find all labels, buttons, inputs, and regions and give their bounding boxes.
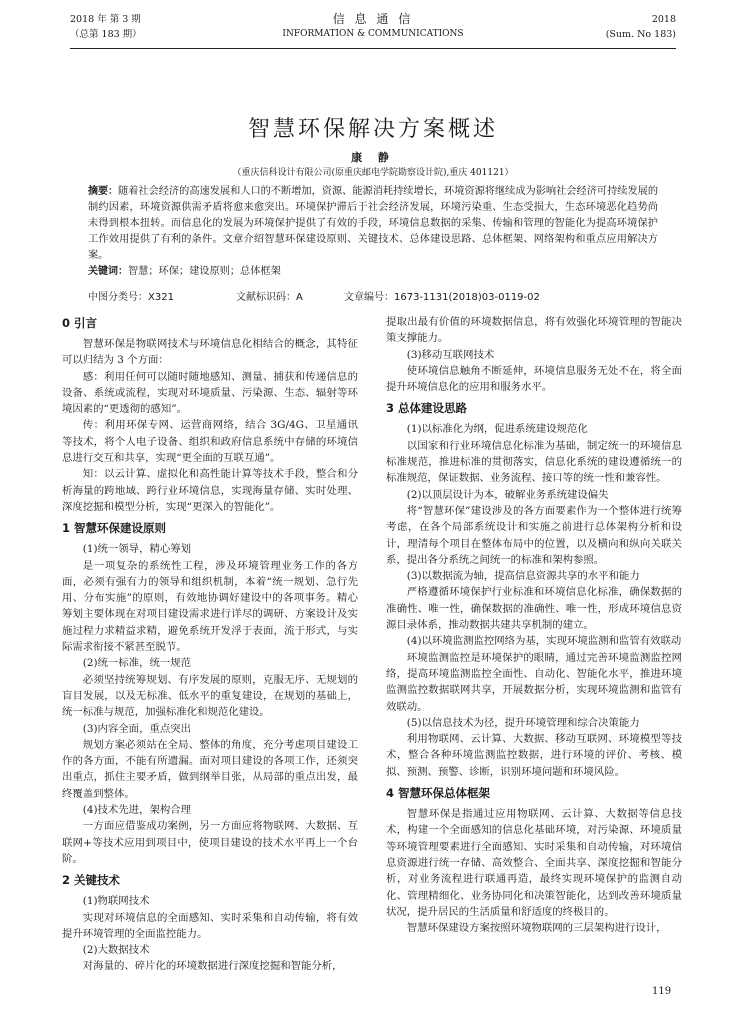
article-title: 智慧环保解决方案概述 — [247, 117, 498, 142]
journal-name — [70, 12, 676, 42]
page-number: 119 — [652, 986, 672, 997]
body-paragraph: 严格遵循环境保护行业标准和环境信息化标准，确保数据的准确性、唯一性，确保数据的准确性、唯一性，形成环境信息资源目录体系，推动数据共建共享机制的建立。 — [386, 586, 682, 632]
section-heading: 0 引言 — [62, 316, 98, 330]
section-heading: 3 总体建设思路 — [386, 401, 468, 416]
body-paragraph: (3)内容全面，重点突出 — [82, 722, 192, 735]
abstract-label: 摘要： — [88, 186, 119, 197]
author-affiliation: （重庆信科设计有限公司(原重庆邮电学院勘察设计院),重庆 401121） — [232, 168, 514, 178]
body-paragraph: 以国家和行业环境信息化标准为基础，制定统一的环境信息标准规范，推进标准的贯彻落实，信息化系统的建设遵循统一的标准规范，保证数据、业务流程、接口等的统一性和兼容性。 — [386, 439, 682, 485]
body-paragraph: (3)移动互联网技术 — [406, 348, 495, 361]
body-paragraph: (1)统一领导，精心筹划 — [82, 543, 192, 556]
header-divider — [70, 48, 676, 49]
keywords-label: 关键词： — [88, 266, 128, 277]
body-paragraph: 一方面应借鉴成功案例，另一方面应将物联网、大数据、互联网+等技术应用到项目中，使项目建设的技术水平再上一个台阶。 — [62, 820, 358, 865]
body-paragraph: (2)统一标准，统一规范 — [82, 657, 192, 670]
body-column-left — [62, 314, 358, 975]
body-paragraph: 使环境信息触角不断延伸，环境信息服务无处不在，将全面提升环境信息化的应用和服务水平。 — [386, 364, 682, 394]
body-paragraph: 将“智慧环保”建设涉及的各方面要素作为一个整体进行统筹考虑，在各个局部系统设计和实施之前进行总体架构分析和设计，理清每个项目在整体布局中的位置，以及横向和纵向关联关系，提出各分系统之间统一的标准和架构参照。 — [386, 504, 682, 566]
journal-name-en: INFORMATION & COMMUNICATIONS — [282, 29, 464, 39]
document-code: 文献标识码：A — [236, 292, 303, 303]
section-heading: 4 智慧环保总体框架 — [386, 786, 491, 801]
body-paragraph: 是一项复杂的系统性工程，涉及环境管理业务工作的各方面，必须有强有力的领导和组织机制，本着“统一规划、急行先用、分布实施”的原则，有效地协调好建设中的各项事务。精心筹划主要体现在对项目建设需求进行详尽的调研、方案设计及实施过程力求精益求精，避免系统开发浮于表面，流于形式，与实际需求衔接不紧甚至脱节。 — [62, 559, 358, 654]
section-heading: 1 智慧环保建设原则 — [62, 521, 167, 536]
issue-year: 2018 年 第 3 期 — [70, 14, 141, 25]
body-paragraph: (1)物联网技术 — [82, 895, 150, 908]
body-paragraph: (3)以数据流为轴，提高信息资源共享的水平和能力 — [406, 570, 640, 583]
body-column-right — [386, 314, 682, 936]
body-paragraph: 传：利用环保专网、运营商网络，结合 3G/4G、卫星通讯等技术，将个人电子设备、组织和政府信息系统中存储的环境信息进行交互和共享，实现“更全面的互联互通”。 — [62, 419, 358, 465]
body-paragraph: 利用物联网、云计算、大数据、移动互联网、环境模型等技术，整合各种环境监测监控数据，进行环境的评价、考核、模拟、预测、预警、诊断，识别环境问题和环境风险。 — [386, 733, 682, 778]
section-heading: 2 关键技术 — [62, 873, 121, 888]
body-paragraph: (4)技术先进，架构合理 — [82, 804, 192, 817]
body-paragraph: 智慧环保建设方案按照环境物联网的三层架构进行设计， — [406, 922, 667, 935]
body-paragraph: 实现对环境信息的全面感知、实时采集和自动传输，将有效提升环境管理的全面监控能力。 — [62, 911, 358, 940]
volume-sum: (Sum. No 183) — [605, 29, 676, 40]
issue-total: （总第 183 期） — [70, 29, 142, 40]
body-paragraph: 智慧环保是物联网技术与环境信息化相结合的概念，其特征可以归结为 3 个方面： — [62, 338, 358, 367]
abstract-block — [88, 184, 658, 280]
volume-year: 2018 — [651, 14, 676, 25]
body-paragraph: (2)以顶层设计为本，破解业务系统建设偏失 — [406, 488, 609, 501]
body-paragraph: 感：利用任何可以随时随地感知、测量、捕获和传递信息的设备、系统或流程，实现对环境质量、污染源、生态、辐射等环境因素的“更透彻的感知”。 — [62, 370, 358, 416]
body-paragraph: 智慧环保是指通过应用物联网、云计算、大数据等信息技术，构建一个全面感知的信息化基础环境，对污染源、环境质量等环境管理要素进行全面感知、实时采集和自动传输，对环境信息资源进行统一存储、高效整合、全面共享、深度挖掘和智能分析，对业务流程进行联通再造，最终实现环境保护的监测自动化、管理精细化、业务协同化和决策智能化，达到改善环境质量状况，提升居民的生活质量和舒适度的终极目的。 — [386, 808, 682, 918]
keywords — [88, 264, 658, 280]
body-paragraph: (2)大数据技术 — [82, 944, 150, 957]
clc-number: 中图分类号：X321 — [88, 292, 174, 303]
author-name: 康 静 — [351, 151, 395, 164]
body-paragraph: (1)以标准化为纲，促进系统建设规范化 — [406, 423, 588, 436]
running-header — [70, 12, 676, 56]
article-number: 文章编号：1673-1131(2018)03-0119-02 — [344, 292, 540, 303]
abstract-text: 随着社会经济的高速发展和人口的不断增加，资源、能源消耗持续增长，环境资源将继续成为影响社会经济可持续发展的制约因素，环境资源供需矛盾将愈来愈突出。环境保护滞后于社会经济发展，环境污染重、生态受损大，生态环境恶化趋势尚未得到根本扭转。而信息化的发展为环境保护提供了有效的手段，环境信息数据的采集、传输和管理的智能化为提高环境保护工作效用提供了有利的条件。文章介绍智慧环保建设原则、关键技术、总体建设思路、总体框架、网络架构和重点应用解决方案。 — [88, 186, 659, 261]
body-paragraph: 知：以云计算、虚拟化和高性能计算等技术手段，整合和分析海量的跨地域、跨行业环境信息，实现海量存储、实时处理、深度挖掘和模型分析，实现“更深入的智能化”。 — [62, 468, 358, 513]
keywords-text: 智慧；环保；建设原则；总体框架 — [128, 266, 281, 277]
body-paragraph: (5)以信息技术为径，提升环境管理和综合决策能力 — [406, 716, 640, 729]
abstract — [88, 184, 658, 264]
body-paragraph: 环境监测监控是环境保护的眼睛，通过完善环境监测监控网络，提高环境监测监控全面性、自动化、智能化水平，推进环境监测监控数据联网共享，开展数据分析，实现环境监测和监管有效联动。 — [386, 651, 682, 713]
body-paragraph: 必须坚持统筹规划、有序发展的原则，克服无序、无规划的盲目发展，以及无标准、低水平的重复建设，在规划的基础上，统一标准与规范，加强标准化和规范化建设。 — [62, 673, 358, 719]
body-paragraph: (4)以环境监测监控网络为基，实现环境监测和监管有效联动 — [406, 635, 682, 648]
journal-name-cn: 信 息 通 信 — [332, 12, 414, 26]
body-paragraph: 对海量的、碎片化的环境数据进行深度挖掘和智能分析， — [82, 960, 343, 973]
body-paragraph: 提取出最有价值的环境数据信息，将有效强化环境管理的智能决策支撑能力。 — [386, 316, 682, 345]
body-paragraph: 规划方案必须站在全局、整体的角度，充分考虑项目建设工作的各方面，不能有所遗漏。面对项目建设的各项工作，还须突出重点，抓住主要矛盾，做到纲举目张，从局部的重点出发，最终覆盖到整体。 — [62, 738, 358, 800]
volume-info — [606, 12, 676, 42]
